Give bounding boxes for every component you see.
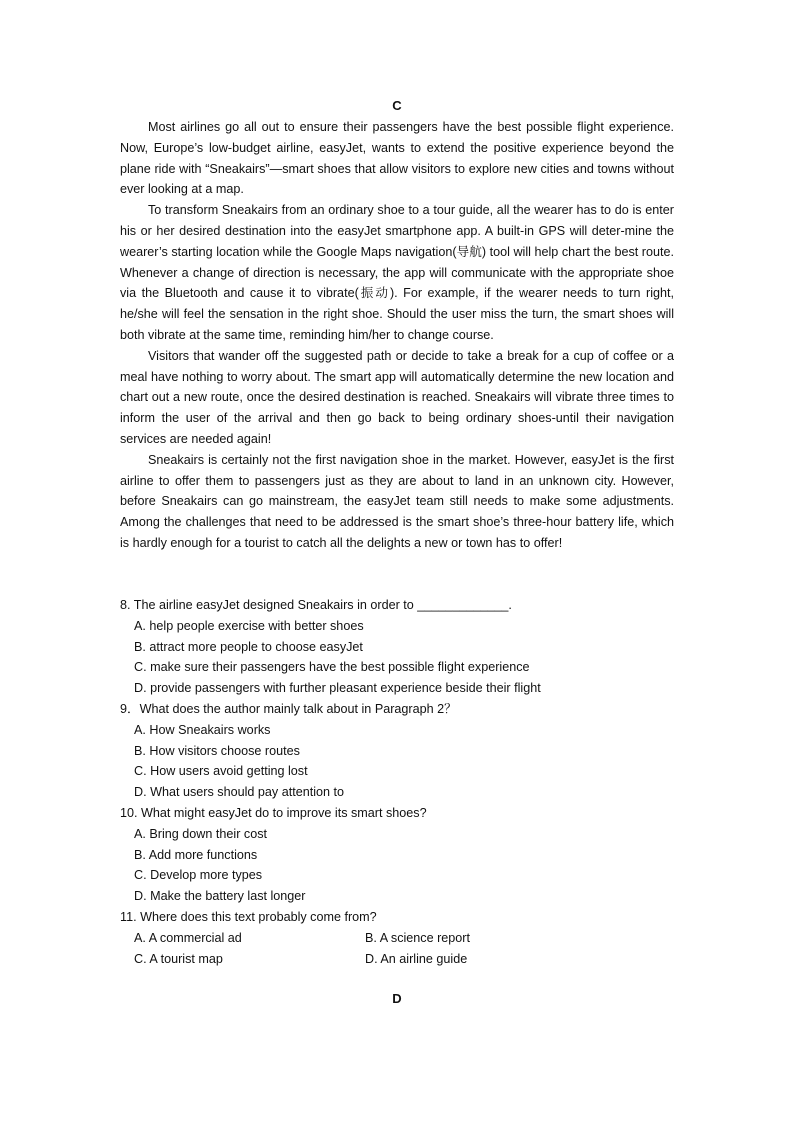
section-heading-d: D xyxy=(392,991,402,1006)
passage-paragraph-3: Visitors that wander off the suggested path or decide to take a break for a cup of coffee or a meal have nothing to worry about. The smart app will automatically determine the new location and chart out a new route, once the desired destination is reached. Sneakairs will vibrate three times to inform the user of the arrival and then go back to being ordinary shoes-until their navigation services are needed again! xyxy=(120,348,674,446)
question-stem: 11. Where does this text probably come from? xyxy=(120,909,377,924)
answer-option: A. A commercial ad xyxy=(134,930,242,945)
passage-paragraph-1: Most airlines go all out to ensure their passengers have the best possible flight experience. Now, Europe’s low-budget airline, easyJet, wants to extend the positive experience beyond the plane ride with “Sneakairs”—smart shoes that allow visitors to explore new cities and towns without ever looking at a map. xyxy=(120,120,674,197)
passage-paragraph-2: To transform Sneakairs from an ordinary shoe to a tour guide, all the wearer has to do is enter his or her desired destination into the easyJet smartphone app. A built-in GPS will deter-mine the wearer’s starting location while the Google Maps navigation(导航) tool will help chart the best route. Whenever a change of direction is necessary, the app will communicate with the appropriate shoe via the Bluetooth and cause it to vibrate(振动). For example, if the wearer needs to turn right, he/she will feel the sensation in the right shoe. Should the user miss the turn, the smart shoes will both vibrate at the same time, reminding him/her to change course. xyxy=(120,203,674,342)
answer-option: A. Bring down their cost xyxy=(134,826,267,841)
answer-option: C. Develop more types xyxy=(134,868,263,883)
question-stem: 9．What does the author mainly talk about in Paragraph 2？ xyxy=(120,701,457,716)
answer-option: B. attract more people to choose easyJet xyxy=(134,639,363,654)
answer-option: A. help people exercise with better shoes xyxy=(134,618,364,633)
answer-option: D. What users should pay attention to xyxy=(134,785,345,800)
answer-option-row xyxy=(120,928,680,949)
answer-option: C. make sure their passengers have the best possible flight experience xyxy=(134,660,530,675)
question-8 xyxy=(120,595,680,699)
answer-option: D. An airline guide xyxy=(365,951,468,966)
answer-option: C. How users avoid getting lost xyxy=(134,764,308,779)
answer-option: A. How Sneakairs works xyxy=(134,722,271,737)
answer-option: B. How visitors choose routes xyxy=(134,743,300,758)
question-11 xyxy=(120,907,680,969)
answer-option-row xyxy=(120,949,680,970)
answer-option: D. provide passengers with further pleasant experience beside their flight xyxy=(134,681,541,696)
answer-option: B. Add more functions xyxy=(134,847,258,862)
answer-option: D. Make the battery last longer xyxy=(134,889,306,904)
question-stem: 8. The airline easyJet designed Sneakairs in order to _____________. xyxy=(120,598,512,612)
passage-paragraph-4: Sneakairs is certainly not the first navigation shoe in the market. However, easyJet is the first airline to offer them to passengers just as they are about to land in an unknown city. However, before Sneakairs can go mainstream, the easyJet team still needs to make some adjustments. Among the challenges that need to be addressed is the smart shoe’s three-hour battery life, which is hardly enough for a tourist to catch all the delights a new or town has to offer! xyxy=(120,452,674,550)
question-9 xyxy=(120,699,680,803)
question-10 xyxy=(120,803,680,907)
section-heading-c: C xyxy=(392,98,402,113)
answer-option: B. A science report xyxy=(365,930,471,945)
answer-option: C. A tourist map xyxy=(134,951,223,966)
question-stem: 10. What might easyJet do to improve its smart shoes? xyxy=(120,805,427,820)
question-list xyxy=(120,595,680,969)
reading-passage xyxy=(120,117,674,554)
